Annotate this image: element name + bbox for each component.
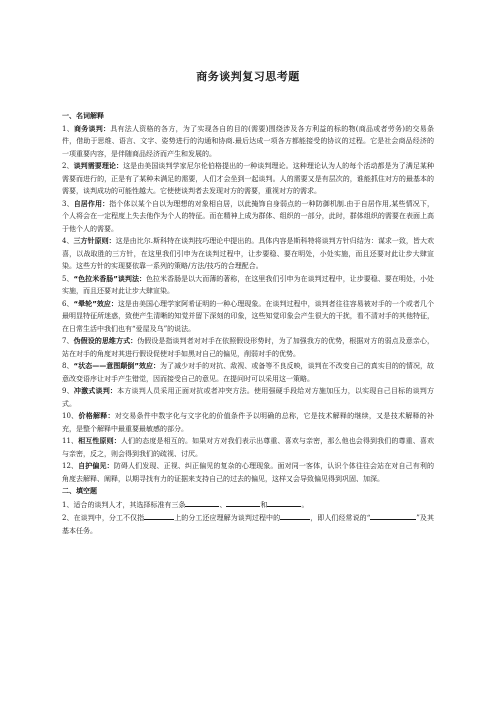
item-number: 7、 xyxy=(62,337,74,345)
item-number: 9、 xyxy=(62,387,74,395)
question-text: 和 xyxy=(260,500,268,509)
definition-item xyxy=(62,273,434,298)
item-term: 自护偏见： xyxy=(78,462,114,470)
answer-blank xyxy=(185,498,219,507)
item-text: 具有法人资格的各方，为了实现各自的目的(需要)围绕涉及各方利益的标的物(商品或者劳务)的交易条件，借助于思维、语言、文字、姿势进行的沟通和协商.最后达成一项各方都能接受的协议的过程。它是社会商品经济的一项重要内容，是伴随商品经济而产生和发展的。 xyxy=(62,124,434,158)
item-text: 防碍人们发现、正视、纠正偏见的复杂的心理现象。面对同一客体，认识个体往往会站在对自己有利的角度去解释、阐释，以期寻找有力的证据来支持自己的过去的偏见，这样又会导致偏见得到巩固、加深。 xyxy=(62,462,435,483)
definition-item xyxy=(62,235,434,273)
question-text: 在谈判中，分工不仅指 xyxy=(73,514,145,522)
item-number: 4、 xyxy=(62,237,74,245)
page-title: 商务谈判复习思考题 xyxy=(196,70,300,83)
definition-item xyxy=(62,198,434,236)
item-term: 谈判需要理论： xyxy=(73,162,124,170)
item-term: 自居作用： xyxy=(73,199,110,208)
definition-item xyxy=(62,385,434,410)
answer-blank xyxy=(267,498,301,507)
item-number: 10、 xyxy=(62,412,79,420)
document-body xyxy=(62,110,434,537)
fill-blank-question xyxy=(62,511,434,537)
definition-item xyxy=(62,460,434,485)
answer-blank xyxy=(144,511,174,520)
definition-item xyxy=(62,335,434,360)
definition-item xyxy=(62,298,434,336)
item-term: “状态——意图颠倒”效应： xyxy=(73,362,161,370)
item-number: 12、 xyxy=(62,462,79,470)
question-text: 上的分工还应理解为谈判过程中的 xyxy=(174,514,281,522)
question-text: 适合的谈判人才，其选择标准有三条 xyxy=(73,500,186,509)
question-text: ，即人们经常说的“ xyxy=(310,514,371,522)
item-term: 相互性原则： xyxy=(78,437,121,445)
item-text: 这是由比尔.斯科特在谈判技巧理论中提出的。具体内容是斯科特将谈判方针归结为：谋求一致，皆大欢喜，以战取胜的三方针，在这里我们引申为在谈判过程中，让步要稳、要在明处，小处实施，而且还要对此让步大肆宣染。这些方针的实现要依靠一系列的策略/方法/技巧的合理配合。 xyxy=(62,237,434,270)
item-term: 商务谈判： xyxy=(73,124,111,133)
definition-item xyxy=(62,160,434,198)
section-heading-fill-blank: 二、填空题 xyxy=(62,487,97,495)
question-text: ”及其基本任务。 xyxy=(62,514,434,535)
item-text: 对交易条件中数字化与文字化的价值条件予以明确的总称，它是技术解释的继续，又是技术解释的补充，是整个解释中最重要最敏感的部分。 xyxy=(62,412,434,433)
section-heading-definitions: 一、名词解释 xyxy=(62,112,104,120)
item-term: “色拉米香肠”谈判法： xyxy=(73,274,146,283)
fill-blank-question xyxy=(62,498,434,512)
item-number: 1、 xyxy=(62,124,74,133)
item-term: 价格解释： xyxy=(78,412,115,420)
item-text: 指个体以某个自以为理想的对象相自居，以此掩饰自身弱点的一种防御机制.由于自居作用,某些情况下，个人将会在一定程度上失去他作为个人的特征。而在精神上成为群体、组织的一部分，此时，群体组织的需要在表面上高于他个人的需要。 xyxy=(62,199,434,233)
item-text: 人们的态度是相互的。如果对方对我们表示出尊重、喜欢与亲密，那么他也会得到我们的尊重、喜欢与亲密，反之，则会得到我们的疏视、讨厌。 xyxy=(62,437,434,458)
item-text: 这是由美国谈判学家尼尔伦伯格提出的一种谈判理论。这种理论认为人的每个活动都是为了满足某种需要而进行的，正是有了某种未满足的需要，人们才会坐到一起谈判。人的需要又是有层次的，谁能抓住对方的最基本的需要，谈判成功的可能性越大。它使使谈判者去发现对方的需要，重视对方的需求。 xyxy=(62,162,434,195)
item-number: 2、 xyxy=(62,162,74,170)
item-text: 本方谈判人员采用正面对抗或者冲突方法。使用强硬手段给对方施加压力，以实现自己目标的谈判方式。 xyxy=(62,387,435,408)
item-term: 伪假设的思维方式： xyxy=(73,337,138,345)
item-number: 3、 xyxy=(62,199,74,208)
definition-item xyxy=(62,435,434,460)
definition-item xyxy=(62,123,434,161)
answer-blank xyxy=(370,511,416,520)
item-number: 6、 xyxy=(62,299,74,308)
item-number: 5、 xyxy=(62,274,74,283)
item-text: 伪假设是指谈判者对对手在依照假设形势时，为了加强我方的优势，根据对方的弱点及意亲心，站在对手的角度对其进行假设促使对手如黑对自己的偏见，削弱对手的优势。 xyxy=(62,337,435,358)
item-term: “晕轮”效应： xyxy=(73,299,118,308)
item-number: 8、 xyxy=(62,362,74,370)
definition-item xyxy=(62,360,434,385)
question-text: 、 xyxy=(219,500,227,509)
question-text: 。 xyxy=(301,500,309,509)
item-number: 11、 xyxy=(62,437,79,445)
item-term: 三方针原则： xyxy=(73,237,116,245)
answer-blank xyxy=(280,511,310,520)
item-text: 色拉米香肠是以大而薄的著称，在这里我们引申为在谈判过程中，让步要稳、要在明处，小处实施，而且还要对此让步大肆宣染。 xyxy=(62,274,435,295)
answer-blank xyxy=(226,498,260,507)
item-number: 1、 xyxy=(62,500,74,509)
item-text: 为了减少对手的对抗、敌视、或备等不良反映，谈判在不改变自己的真实目的的情况，故意改变语序让对手产生错觉，因而接受自己的意见。在提问时可以采用这一策略。 xyxy=(62,362,435,383)
definition-item xyxy=(62,410,434,435)
item-text: 这是由美国心理学家阿希证明的一种心理现象。在谈判过程中，谈判者往往容易被对手的一个或者几个最明显特征所迷惑，致使产生清晰的知觉并留下深刻的印象，这些知觉印象会产生很大的干扰，看不清对手的其他特征，在日常生活中我们也有“爱屋及乌”的说法。 xyxy=(62,299,435,333)
item-term: 冲激式谈判： xyxy=(73,387,118,395)
item-number: 2、 xyxy=(62,514,74,522)
